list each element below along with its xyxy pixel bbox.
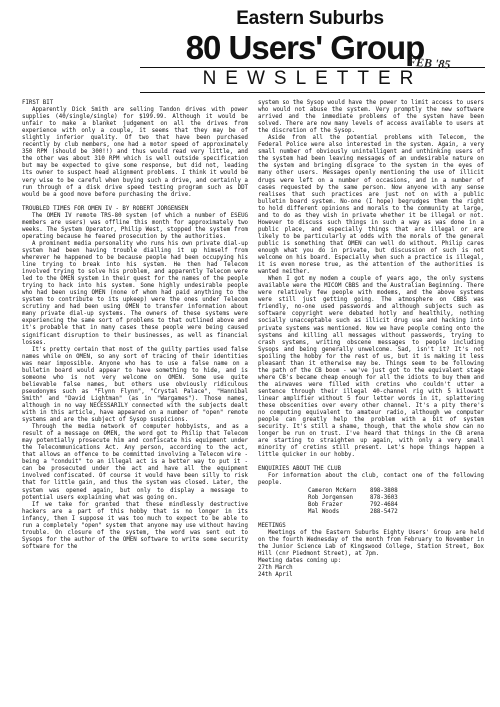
- issue-date-stamp: FEB '85: [407, 54, 451, 72]
- continued-paragraph-1: system so the Sysop would have the power to limit access to users who would not abuse the system. Very promptly the new software arrived and the immediate problems of the system have been solved. There are now many levels of access available to users at the discretion of the Sysop.: [258, 100, 484, 135]
- contact-row: [308, 488, 484, 495]
- first-bit-body: Apparently Dick Smith are selling Tandon drives with power supplies (40/single/single) for $199.99. Although it would be unfair to make a blanket judgement on all the drives from experience with only a couple, it seems that they may be of slightly inferior quality. Of two that have been purchased recently by club members, one had a motor speed of approximately 350 RPM (should be 300!!) and thus would read very little, and the other was about 310 RPM which is well outside specification but may be expected to give some response, but did not, leading its owner to suspect head alignment problems. I think it would be very wise to be careful when buying such a drive, and certainly a run through of a disk drive speed testing program such as DDT would be a good move before purchasing the drive.: [22, 107, 248, 198]
- first-bit-heading: FIRST BIT: [22, 100, 54, 106]
- troubled-times-heading: TROUBLED TIMES FOR OMEN IV - BY ROBERT JORGENSEN: [22, 205, 189, 212]
- meetings-body: Meetings of the Eastern Suburbs Eighty Users' Group are held on the fourth Wednesday of the month from February to November in the Junior Science Lab of Kingswood College, Station Street, Box Hill (cnr Piedmont Street), at 7pm.: [258, 529, 484, 557]
- contact-row: [308, 495, 484, 502]
- section-spacer: [258, 459, 484, 466]
- troubled-times-paragraph-5: If we take for granted that these mindlessly destructive hackers are a part of this hobby that is no longer in its infancy, then I suppose it was too much to expect to be able to run a completely "open" system that anyone may use without having trouble. On closure of the system, the word was sent out to Sysops for the author of the OMEN software to write some security software for the: [22, 501, 248, 550]
- troubled-times-paragraph-3: It's pretty certain that most of the guilty parties used false names while on OMEN, so any sort of tracing of their identities was near impossible. Anyone who has to use a false name on a bulletin board would appear to have something to hide, and is someone who is not very welcome on OMEN. Some use quite believable false names, but others use obviously ridiculous pseudonyms such as "Flynn Flynn", "Crystal Palace", "Hannibal Smith" and "David Lightman" (as in "Wargames"). Those names, although in no way NECESSARILY connected with the subjects dealt with in this article, have appeared on a number of "open" remote systems and are the subject of Sysop suspicions.: [22, 346, 248, 424]
- meeting-date: 24th April: [258, 572, 293, 579]
- section-spacer: [22, 199, 248, 206]
- masthead-title-line2: 80 Users' Group: [185, 29, 425, 66]
- contact-name: Mal Woods: [308, 508, 340, 515]
- contact-phone: 792-4684: [370, 501, 398, 508]
- contact-row: [308, 502, 484, 509]
- right-column: [258, 100, 484, 579]
- meetings-heading: MEETINGS: [258, 522, 286, 529]
- contact-name: Rob Jorgensen: [308, 494, 354, 501]
- contact-phone: 288-5472: [370, 508, 398, 515]
- contact-phone: 898-3808: [370, 487, 398, 494]
- contact-phone: 878-3603: [370, 494, 398, 501]
- masthead-newsletter-label: NEWSLETTER: [202, 68, 423, 89]
- meeting-dates-label: Meeting dates coming up:: [258, 557, 342, 564]
- left-column: [22, 100, 248, 551]
- meeting-date: 27th March: [258, 565, 293, 571]
- troubled-times-paragraph-4: Through the media network of computer hobbyists, and as a result of a message on OMEN, the word got to Philip that Telecom may potentially prosecute him and confiscate his equipment under the Telecommunications Act. Any person, according to the act, that allows an offence to be committed involving a Telecom wire - being a "conduit" to an illegal act is a better way to put it - can be prosecuted under the act and have all the equipment involved confiscated. Of course it would have been silly to risk that for little gain, and thus the system was closed. Later, the system was opened again, but only to display a message to potential users explaining what was going on.: [22, 424, 248, 501]
- troubled-times-paragraph-1: The OMEN IV remote TRS-80 system (of which a number of ESEUG members are users) was offline this month for approximately two weeks. The System Operator, Philip West, stopped the system from operating because he feared prosecution by the authorities.: [22, 212, 248, 240]
- contact-row: [308, 509, 484, 516]
- masthead-title-line1: Eastern Suburbs: [236, 8, 384, 29]
- masthead-rule-bottom: [140, 92, 485, 93]
- continued-paragraph-3: When I got my modem a couple of years ago, the only systems available were the MICOM CBBS and the Australian Beginning. There were relatively few people with modems, and the above systems were still just getting going. The atmosphere on CBBS was friendly, no-one used passwords and although subjects such as software copyright were debated hotly and healthily, nothing socially unacceptable such as illicit drug use and hacking into private systems was mentioned. Now we have people coming onto the systems and killing all messages without passwords, trying to crash systems, writing obscene messages to people including Sysops and being generally unwelcome. Sad, isn't it? It's not spoiling the hobby for the rest of us, but it is making it less pleasant than it otherwise may be. Things seem to be following the path of the CB boom - we've just got to the equivalent stage where CB's became cheap enough for all the idiots to buy them and the airwaves were filled with cretins who couldn't utter a sentence through their illegal 40-channel rig with 5 kilowatt linear amplifier without 5 four letter words in it, splattering these obscenities over every other channel. It's a pity there's no computing equivalent to amateur radio, although we computer people can greatly help the problem with a bit of system security. It's still a shame, though, that the whole show can no longer be run on trust. I've heard that things in the CB arena are starting to straighten up again, with only a very small minority of cretins still present. Let's hope things happen a little quicker in our hobby.: [258, 276, 484, 459]
- masthead: [0, 0, 500, 98]
- contact-name: Cameron McKern: [308, 487, 357, 494]
- enquiries-intro: For information about the club, contact one of the following people.: [258, 473, 484, 487]
- section-spacer: [258, 516, 484, 523]
- contact-name: Bob Frazer: [308, 501, 343, 508]
- continued-paragraph-2: Aside from all the potential problems with Telecom, the Federal Police were also interested in the system. Again, a very small number of obviously unintelligent and unthinking users of the system had been leaving messages of an undesirable nature on the system and bringing disgrace to the system in the eyes of many other users. Messages openly mentioning the use of illicit drugs were left on a number of occasions, and in a number of cases requested by the same person. Now anyone with any sense realises that such practices are just not on with a public bulletin board system. No-one (I hope) begrudges them the right to hold different opinions and morals to the community at large, and to do as they wish in private whether it be illegal or not. However to discuss such things in such a way as was done in a public place, and especially things that are illegal or are likely to be particularly at odds with the morals of the general public is something that OMEN can well do without. Philip cares enough what you do in private, but discussion of such is not welcome on his board. Especially when such a practice is illegal, it is even morese true, as the attention of the authorities is wanted neither.: [258, 135, 484, 276]
- enquiries-heading: ENQUIRIES ABOUT THE CLUB: [258, 466, 342, 473]
- troubled-times-paragraph-2: A prominent media personality who runs his own private dial-up system had been having trouble dialling it up himself from wherever he happened to be because people had been occupying his line trying to break into his system. He then had Telecom involved trying to solve his problem, and apparently Telecom were led to the OMEN system in their quest for the names of the people trying to hack into his system. Some highly undesirable people who had been using OMEN (none of whom had paid anything to the system to contribute to its upkeep) were the ones under Telecom scrutiny and had been using OMEN to transfer information about many private dial-up systems. The owners of these systems were experiencing the same sort of problems to that outlined above and it's probable that in many cases these people were being caused significant disruption to their businesses, as well as financial losses.: [22, 240, 248, 346]
